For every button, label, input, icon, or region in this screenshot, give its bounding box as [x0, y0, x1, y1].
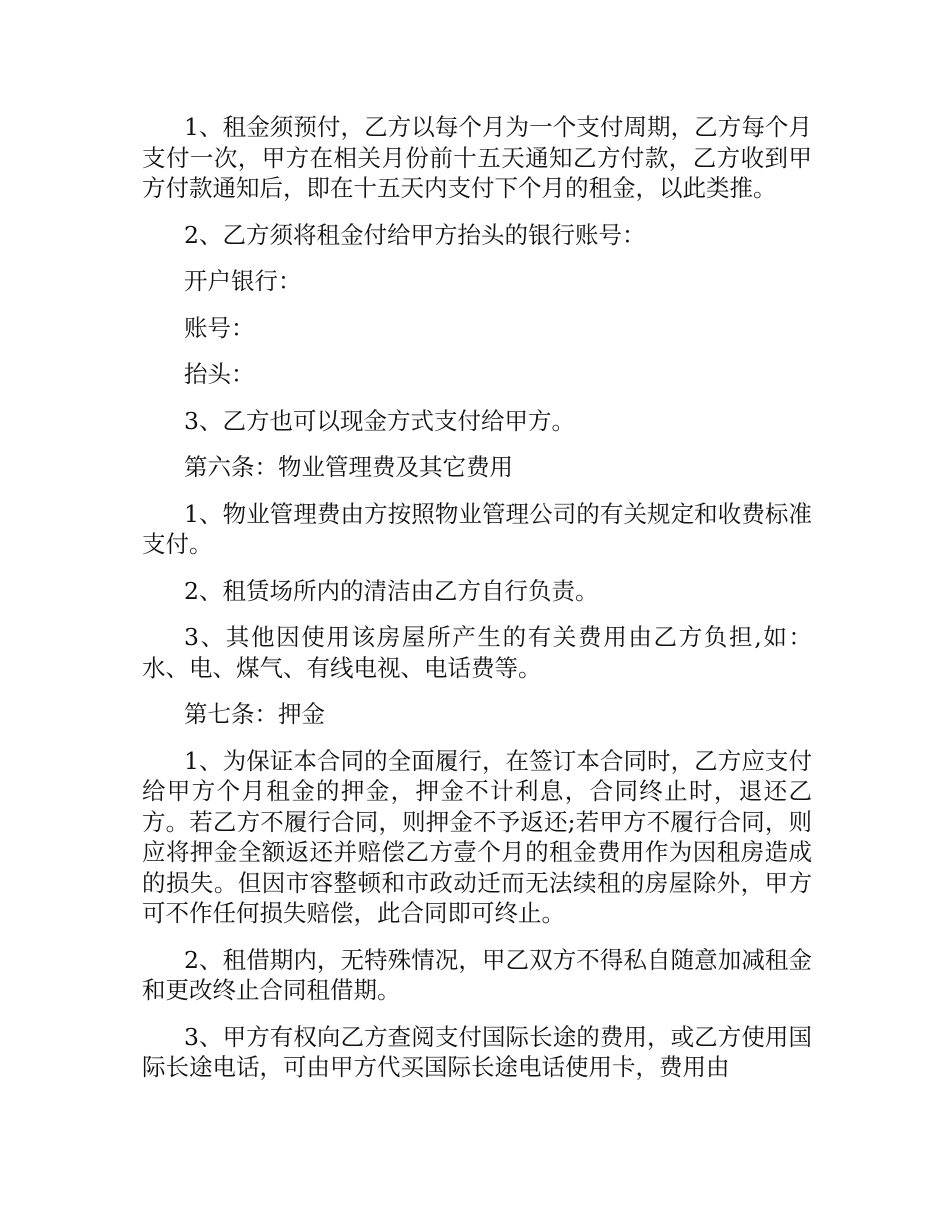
account-number-field: 账号： [184, 313, 255, 342]
rent-change-clause: 2、租借期内，无特殊情况，甲乙双方不得私自随意加减租金和更改终止合同租借期。 [142, 945, 812, 1004]
article-six-heading: 第六条：物业管理费及其它费用 [184, 453, 513, 481]
bank-name-field: 开户银行： [184, 267, 302, 295]
cleaning-clause: 2、租赁场所内的清洁由乙方自行负责。 [184, 576, 599, 605]
property-fee-clause: 1、物业管理费由方按照物业管理公司的有关规定和收费标准支付。 [142, 499, 812, 558]
account-holder-field: 抬头： [184, 360, 255, 388]
document-page [142, 112, 812, 1099]
rent-prepayment-clause: 1、租金须预付，乙方以每个月为一个支付周期，乙方每个月支付一次，甲方在相关月份前十五天通知乙方付款，乙方收到甲方付款通知后，即在十五天内支付下个月的租金，以此类推。 [142, 113, 812, 202]
article-seven-heading: 第七条：押金 [184, 700, 325, 728]
bank-account-clause: 2、乙方须将租金付给甲方抬头的银行账号： [184, 220, 646, 249]
deposit-clause: 1、为保证本合同的全面履行，在签订本合同时，乙方应支付给甲方个月租金的押金，押金不计利息，合同终止时，退还乙方。若乙方不履行合同，则押金不予返还;若甲方不履行合同，则应将押金全额返还并赔偿乙方壹个月的租金费用作为因租房造成的损失。但因市容整顿和市政动迁而无法续租的房屋除外，甲方可不作任何损失赔偿，此合同即可终止。 [142, 746, 812, 927]
other-fees-clause: 3、其他因使用该房屋所产生的有关费用由乙方负担,如：水、电、煤气、有线电视、电话费等。 [142, 623, 812, 682]
cash-payment-clause: 3、乙方也可以现金方式支付给甲方。 [184, 406, 575, 435]
international-call-clause: 3、甲方有权向乙方查阅支付国际长途的费用，或乙方使用国际长途电话，可由甲方代买国际长途电话使用卡，费用由 [142, 1022, 812, 1081]
